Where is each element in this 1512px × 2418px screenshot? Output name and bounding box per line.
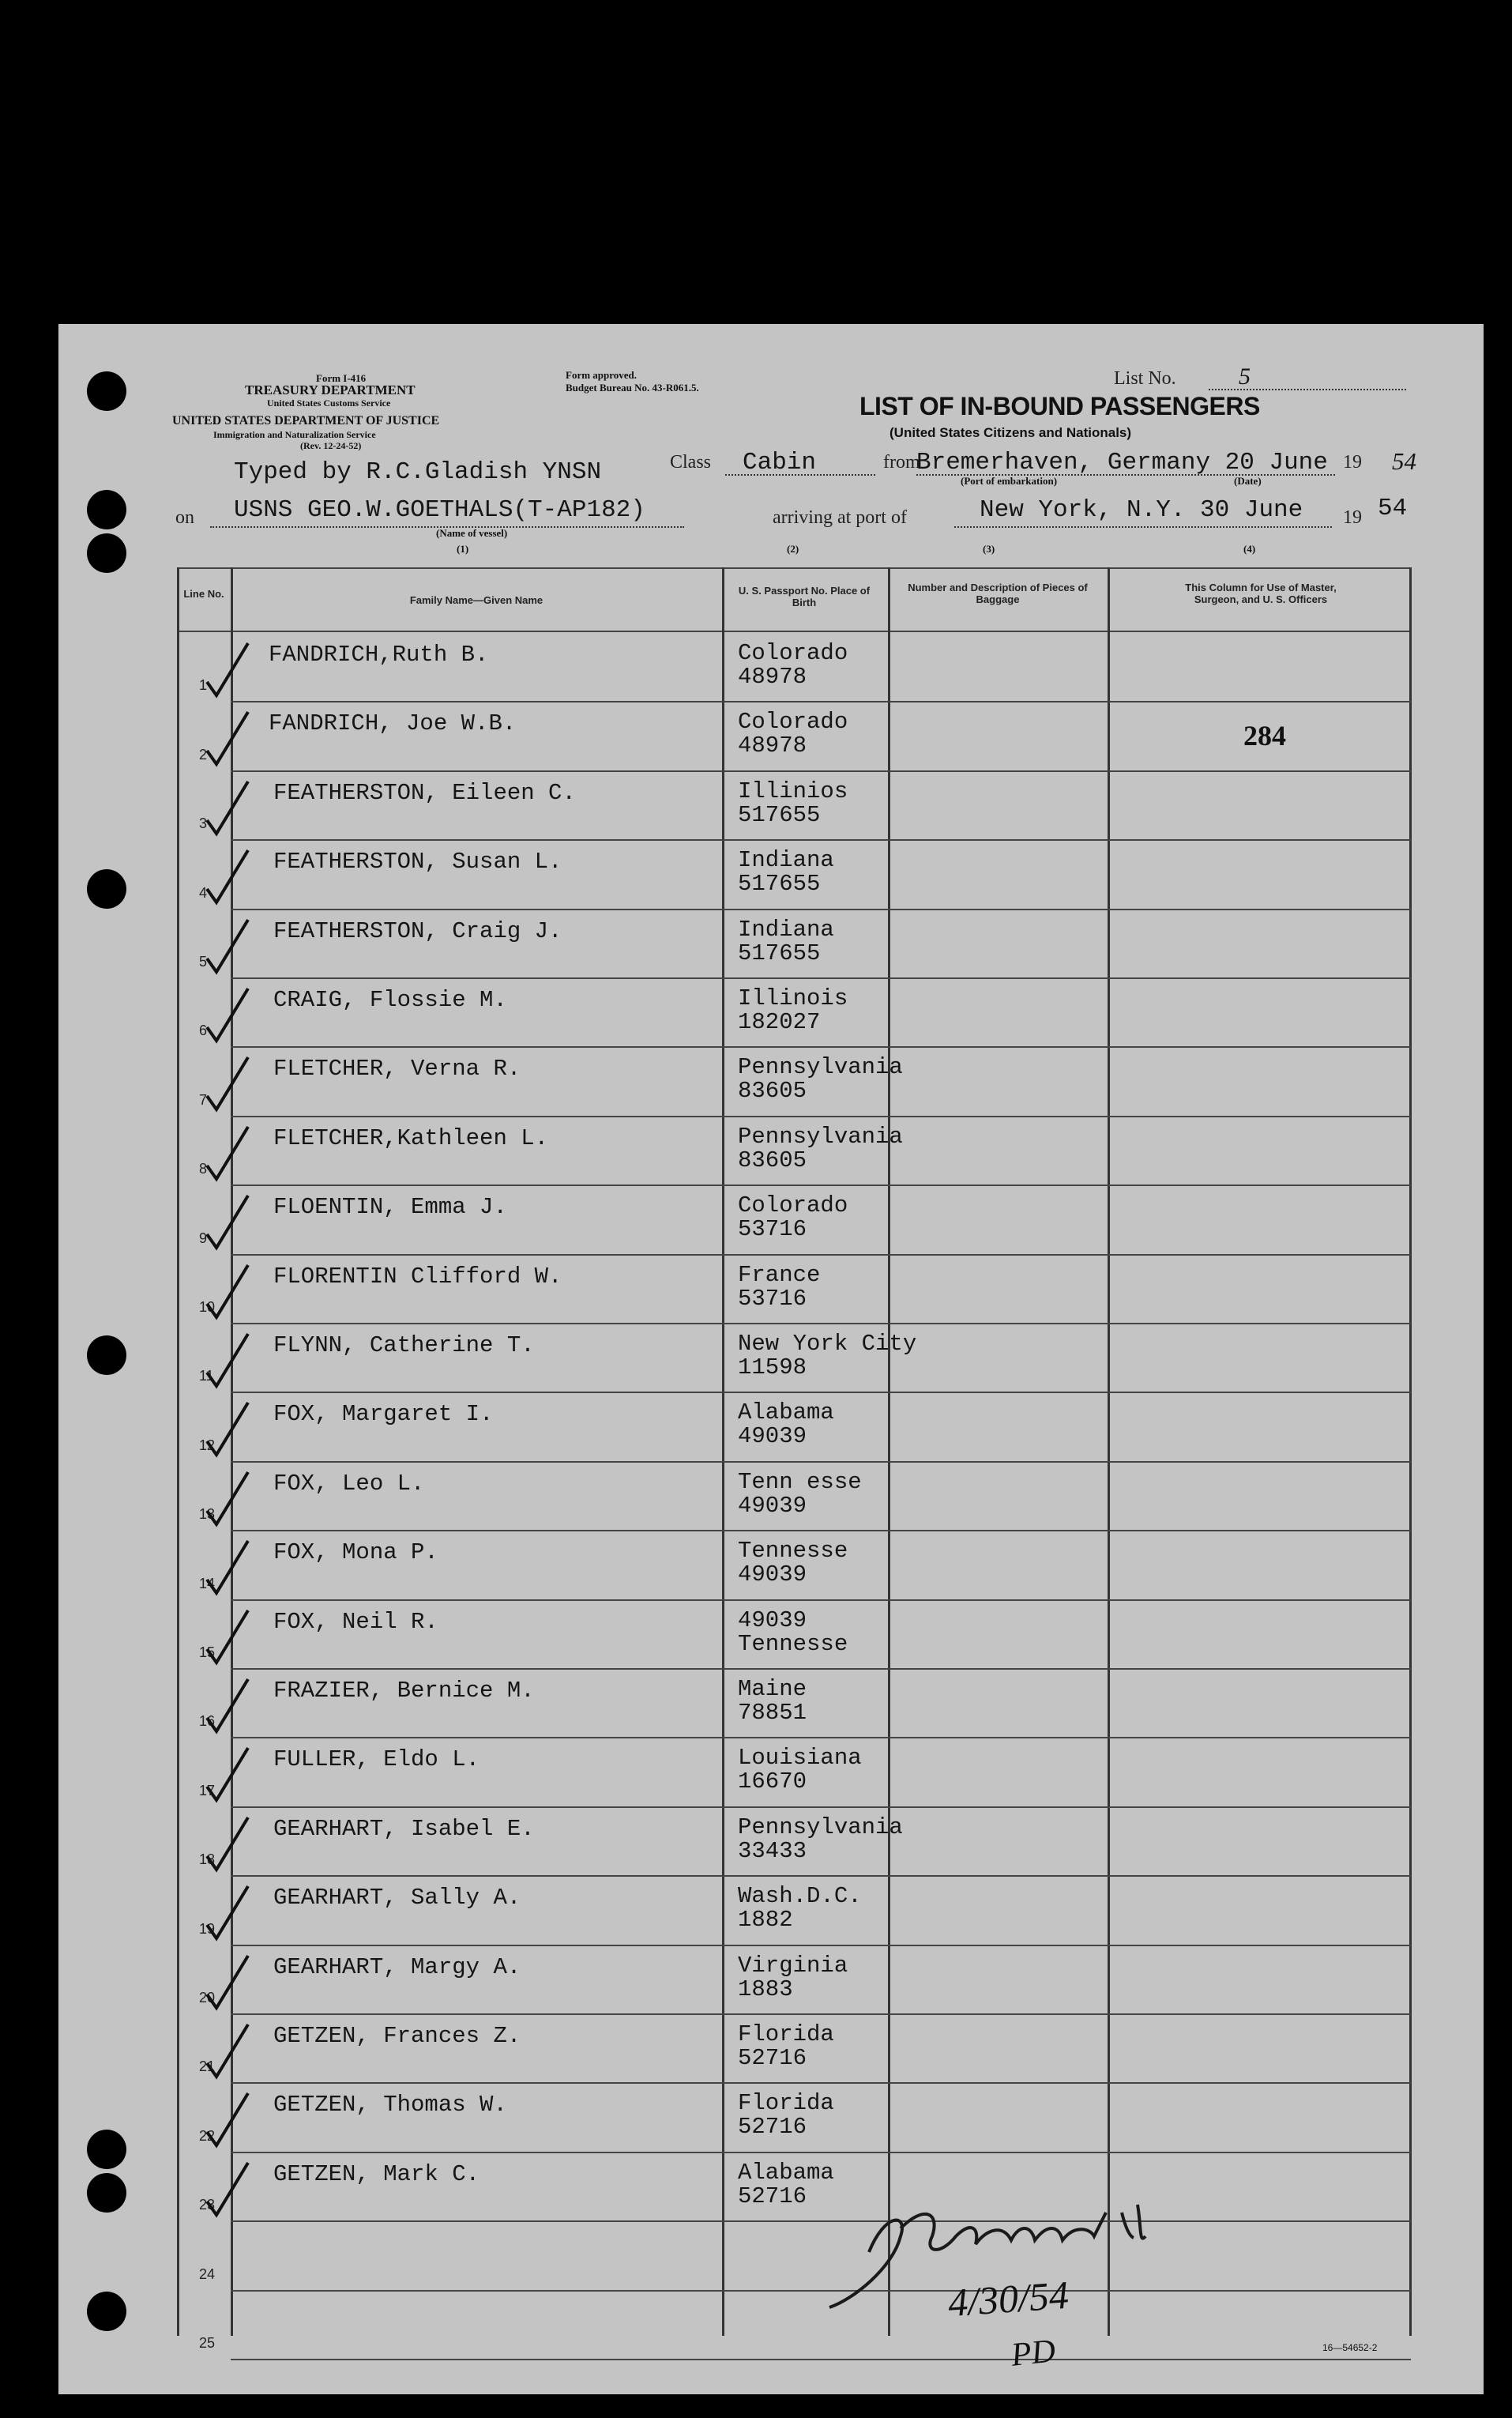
arrival-year: 54 <box>1378 495 1408 522</box>
print-code: 16—54652-2 <box>1322 2342 1378 2353</box>
budget-bureau: Budget Bureau No. 43-R061.5. <box>566 382 699 394</box>
column-number: (3) <box>983 543 995 555</box>
line-number: 18 <box>199 1851 216 1868</box>
check-mark-icon <box>199 1329 254 1392</box>
check-mark-icon <box>199 915 254 978</box>
punch-hole <box>87 2130 126 2169</box>
on-label: on <box>175 507 194 528</box>
passport-number: Tennesse <box>738 1630 848 1657</box>
row-separator <box>231 1392 1411 1393</box>
class-label: Class <box>670 452 712 473</box>
from-year-prefix: 19 <box>1343 452 1362 473</box>
row-separator <box>231 1530 1411 1531</box>
signature-initials: PD <box>1009 2333 1058 2374</box>
check-mark-icon <box>199 1053 254 1116</box>
row-separator <box>231 2013 1411 2015</box>
line-number: 2 <box>199 746 208 763</box>
arrival-year-prefix: 19 <box>1343 507 1362 528</box>
header-name: Family Name—Given Name <box>409 594 543 606</box>
from-label: from <box>883 452 920 473</box>
place-of-birth: Tenn esse <box>738 1468 862 1495</box>
row-separator <box>231 1875 1411 1877</box>
check-mark-icon <box>199 1467 254 1531</box>
row-separator <box>231 1461 1411 1463</box>
passenger-name: FEATHERSTON, Eileen C. <box>273 779 576 806</box>
line-number: 13 <box>199 1506 216 1523</box>
place-of-birth: Maine <box>738 1676 807 1702</box>
passport-number: 1882 <box>738 1907 793 1934</box>
line-number: 25 <box>199 2335 216 2351</box>
revision-date: (Rev. 12-24-52) <box>300 440 362 451</box>
line-number: 23 <box>199 2197 216 2213</box>
line-number: 8 <box>199 1161 208 1177</box>
place-of-birth: Pennsylvania <box>738 1054 903 1081</box>
passport-number: 49039 <box>738 1492 807 1519</box>
page-title: LIST OF IN-BOUND PASSENGERS <box>859 392 1260 420</box>
table-top-border <box>177 567 1411 569</box>
check-mark-icon <box>199 707 254 770</box>
line-number: 24 <box>199 2265 216 2282</box>
check-mark-icon <box>199 2158 254 2221</box>
line-number: 15 <box>199 1644 216 1660</box>
passport-number: 83605 <box>738 1078 807 1105</box>
arrival-line <box>954 526 1332 528</box>
check-mark-icon <box>199 1536 254 1599</box>
line-number: 20 <box>199 1990 216 2006</box>
line-number: 9 <box>199 1230 208 1246</box>
place-of-birth: New York City <box>738 1331 917 1357</box>
passenger-name: FRAZIER, Bernice M. <box>273 1678 535 1704</box>
passenger-name: GEARHART, Sally A. <box>273 1885 521 1911</box>
passenger-name: GETZEN, Thomas W. <box>273 2092 507 2119</box>
header-bottom-border <box>177 631 1411 632</box>
passenger-name: GETZEN, Mark C. <box>273 2160 480 2187</box>
check-mark-icon <box>199 1674 254 1738</box>
header-officers: This Column for Use of Master, Surgeon, and U. S. Officers <box>1185 582 1337 605</box>
row-separator <box>231 2220 1411 2222</box>
passenger-name: FOX, Mona P. <box>273 1539 438 1566</box>
column-number: (4) <box>1243 543 1256 555</box>
passport-number: 49039 <box>738 1423 807 1450</box>
row-separator <box>231 2359 1411 2360</box>
line-number: 10 <box>199 1299 216 1315</box>
row-separator <box>231 1254 1411 1256</box>
passport-number: 517655 <box>738 871 821 898</box>
line-number: 22 <box>199 2127 216 2144</box>
passenger-name: GEARHART, Margy A. <box>273 1953 521 1980</box>
line-number: 7 <box>199 1091 208 1108</box>
place-of-birth: Colorado <box>738 709 848 736</box>
place-of-birth: Tennesse <box>738 1538 848 1565</box>
from-year: 54 <box>1392 447 1416 475</box>
passenger-name: FANDRICH, Joe W.B. <box>269 710 517 737</box>
passport-number: 53716 <box>738 1216 807 1243</box>
place-of-birth: Illinois <box>738 985 848 1011</box>
check-mark-icon <box>199 638 254 702</box>
header-line-no: Line No. <box>183 588 224 600</box>
line-number: 19 <box>199 1920 216 1937</box>
customs-service: United States Customs Service <box>267 397 391 409</box>
row-separator <box>231 1737 1411 1738</box>
line-number: 1 <box>199 677 208 694</box>
passenger-name: GEARHART, Isabel E. <box>273 1815 535 1842</box>
passenger-name: GETZEN, Frances Z. <box>273 2023 521 2049</box>
check-mark-icon <box>199 1398 254 1461</box>
header-passport: U. S. Passport No. Place of Birth <box>738 585 871 608</box>
port-embarkation-caption: (Port of embarkation) <box>961 475 1058 487</box>
justice-department: UNITED STATES DEPARTMENT OF JUSTICE <box>172 414 440 427</box>
passenger-name: FOX, Leo L. <box>273 1470 425 1497</box>
row-separator <box>231 2290 1411 2292</box>
place-of-birth: Pennsylvania <box>738 1123 903 1150</box>
punch-hole <box>87 2173 126 2213</box>
passenger-name: FULLER, Eldo L. <box>273 1746 480 1773</box>
place-of-birth: Indiana <box>738 847 834 874</box>
passenger-name: FLYNN, Catherine T. <box>273 1332 535 1358</box>
place-of-birth: Pennsylvania <box>738 1814 903 1840</box>
place-of-birth: Louisiana <box>738 1745 862 1772</box>
check-mark-icon <box>199 2088 254 2152</box>
passenger-name: FEATHERSTON, Susan L. <box>273 849 562 876</box>
passport-number: 83605 <box>738 1147 807 1173</box>
line-number: 14 <box>199 1575 216 1591</box>
column-number: (2) <box>787 543 799 555</box>
passport-number: 517655 <box>738 801 821 828</box>
place-of-birth: Alabama <box>738 2159 834 2186</box>
signature-date: 4/30/54 <box>946 2272 1070 2326</box>
vessel-caption: (Name of vessel) <box>436 527 508 539</box>
list-number-value: 5 <box>1239 363 1251 390</box>
place-of-birth: Virginia <box>738 1952 848 1979</box>
passenger-name: CRAIG, Flossie M. <box>273 987 507 1013</box>
line-number: 16 <box>199 1713 216 1730</box>
line-number: 12 <box>199 1437 216 1453</box>
check-mark-icon <box>199 1122 254 1185</box>
date-caption: (Date) <box>1234 475 1262 487</box>
place-of-birth: France <box>738 1261 821 1288</box>
passport-number: 52716 <box>738 2114 807 2141</box>
punch-hole <box>87 371 126 411</box>
passenger-name: FOX, Margaret I. <box>273 1401 494 1428</box>
class-value: Cabin <box>743 449 817 476</box>
arriving-label: arriving at port of <box>773 507 907 528</box>
row-separator <box>231 909 1411 910</box>
list-number-label: List No. <box>1114 368 1176 389</box>
punch-hole <box>87 2292 126 2331</box>
place-of-birth: Illinios <box>738 778 848 804</box>
row-separator <box>231 701 1411 702</box>
check-mark-icon <box>199 2020 254 2083</box>
check-mark-icon <box>199 777 254 840</box>
check-mark-icon <box>199 846 254 909</box>
place-of-birth: Indiana <box>738 916 834 943</box>
passport-number: 48978 <box>738 733 807 759</box>
row-separator <box>231 1185 1411 1186</box>
page-subtitle: (United States Citizens and Nationals) <box>890 425 1132 440</box>
place-of-birth: Florida <box>738 2021 834 2047</box>
row-separator <box>231 1116 1411 1117</box>
from-value: Bremerhaven, Germany 20 June <box>916 449 1328 476</box>
row-separator <box>231 1806 1411 1808</box>
row-separator <box>231 2082 1411 2084</box>
passenger-name: FLORENTIN Clifford W. <box>273 1263 562 1290</box>
passenger-name: FEATHERSTON, Craig J. <box>273 917 562 944</box>
department-name: TREASURY DEPARTMENT <box>245 382 416 397</box>
place-of-birth: Wash.D.C. <box>738 1883 862 1910</box>
column-number: (1) <box>457 543 469 555</box>
punch-hole <box>87 490 126 529</box>
check-mark-icon <box>199 1881 254 1945</box>
line-number: 6 <box>199 1023 208 1039</box>
line-number: 11 <box>199 1368 214 1384</box>
passport-number: 52716 <box>738 2183 807 2209</box>
row-separator <box>231 2152 1411 2153</box>
place-of-birth: Alabama <box>738 1399 834 1426</box>
typed-by: Typed by R.C.Gladish YNSN <box>234 458 602 486</box>
passport-number: 11598 <box>738 1354 807 1380</box>
passenger-name: FLOENTIN, Emma J. <box>273 1194 507 1221</box>
arrival-port: New York, N.Y. 30 June <box>980 496 1303 524</box>
passenger-name: FLETCHER, Verna R. <box>273 1056 521 1083</box>
passenger-name: FLETCHER,Kathleen L. <box>273 1124 549 1151</box>
form-approved: Form approved. <box>566 369 638 381</box>
line-number: 4 <box>199 884 208 901</box>
passport-number: 53716 <box>738 1285 807 1312</box>
punch-hole <box>87 533 126 573</box>
passenger-name: FOX, Neil R. <box>273 1608 438 1635</box>
passport-number: 78851 <box>738 1700 807 1726</box>
punch-hole <box>87 1335 126 1375</box>
row-separator <box>231 1323 1411 1324</box>
check-mark-icon <box>199 1191 254 1254</box>
row-separator <box>231 1599 1411 1601</box>
check-mark-icon <box>199 1951 254 2014</box>
vessel-name: USNS GEO.W.GOETHALS(T-AP182) <box>234 496 645 524</box>
check-mark-icon <box>199 1813 254 1876</box>
place-of-birth: Florida <box>738 2090 834 2117</box>
place-of-birth: Colorado <box>738 1192 848 1219</box>
ins-service: Immigration and Naturalization Service <box>213 429 376 440</box>
check-mark-icon <box>199 984 254 1047</box>
column-divider <box>1108 567 1110 2336</box>
passport-number: 182027 <box>738 1009 821 1035</box>
row-separator <box>231 1046 1411 1048</box>
check-mark-icon <box>199 1606 254 1669</box>
line-number: 3 <box>199 815 208 832</box>
check-mark-icon <box>199 1743 254 1806</box>
line-number: 21 <box>199 2058 216 2075</box>
column-divider <box>1409 567 1412 2336</box>
row-separator <box>231 839 1411 841</box>
passport-number: 1883 <box>738 1975 793 2002</box>
form-number: Form I-416 <box>316 372 367 384</box>
row-separator <box>231 770 1411 772</box>
column-divider <box>888 567 890 2336</box>
check-mark-icon <box>199 1260 254 1324</box>
place-of-birth: Colorado <box>738 640 848 666</box>
passenger-name: FANDRICH,Ruth B. <box>269 642 489 668</box>
officer-note: 284 <box>1243 720 1286 751</box>
row-separator <box>231 977 1411 979</box>
line-number: 17 <box>199 1782 216 1798</box>
passport-number: 33433 <box>738 1837 807 1864</box>
column-divider <box>722 567 724 2336</box>
header-baggage: Number and Description of Pieces of Baggage <box>908 582 1088 605</box>
passport-number: 517655 <box>738 940 821 966</box>
punch-hole <box>87 869 126 909</box>
passport-number: 48978 <box>738 664 807 690</box>
row-separator <box>231 1945 1411 1946</box>
row-separator <box>231 1668 1411 1670</box>
passport-number: 16670 <box>738 1768 807 1795</box>
line-number: 5 <box>199 954 208 970</box>
passport-number: 52716 <box>738 2045 807 2071</box>
column-divider <box>177 567 179 2336</box>
place-of-birth: 49039 <box>738 1606 807 1633</box>
passport-number: 49039 <box>738 1561 807 1588</box>
